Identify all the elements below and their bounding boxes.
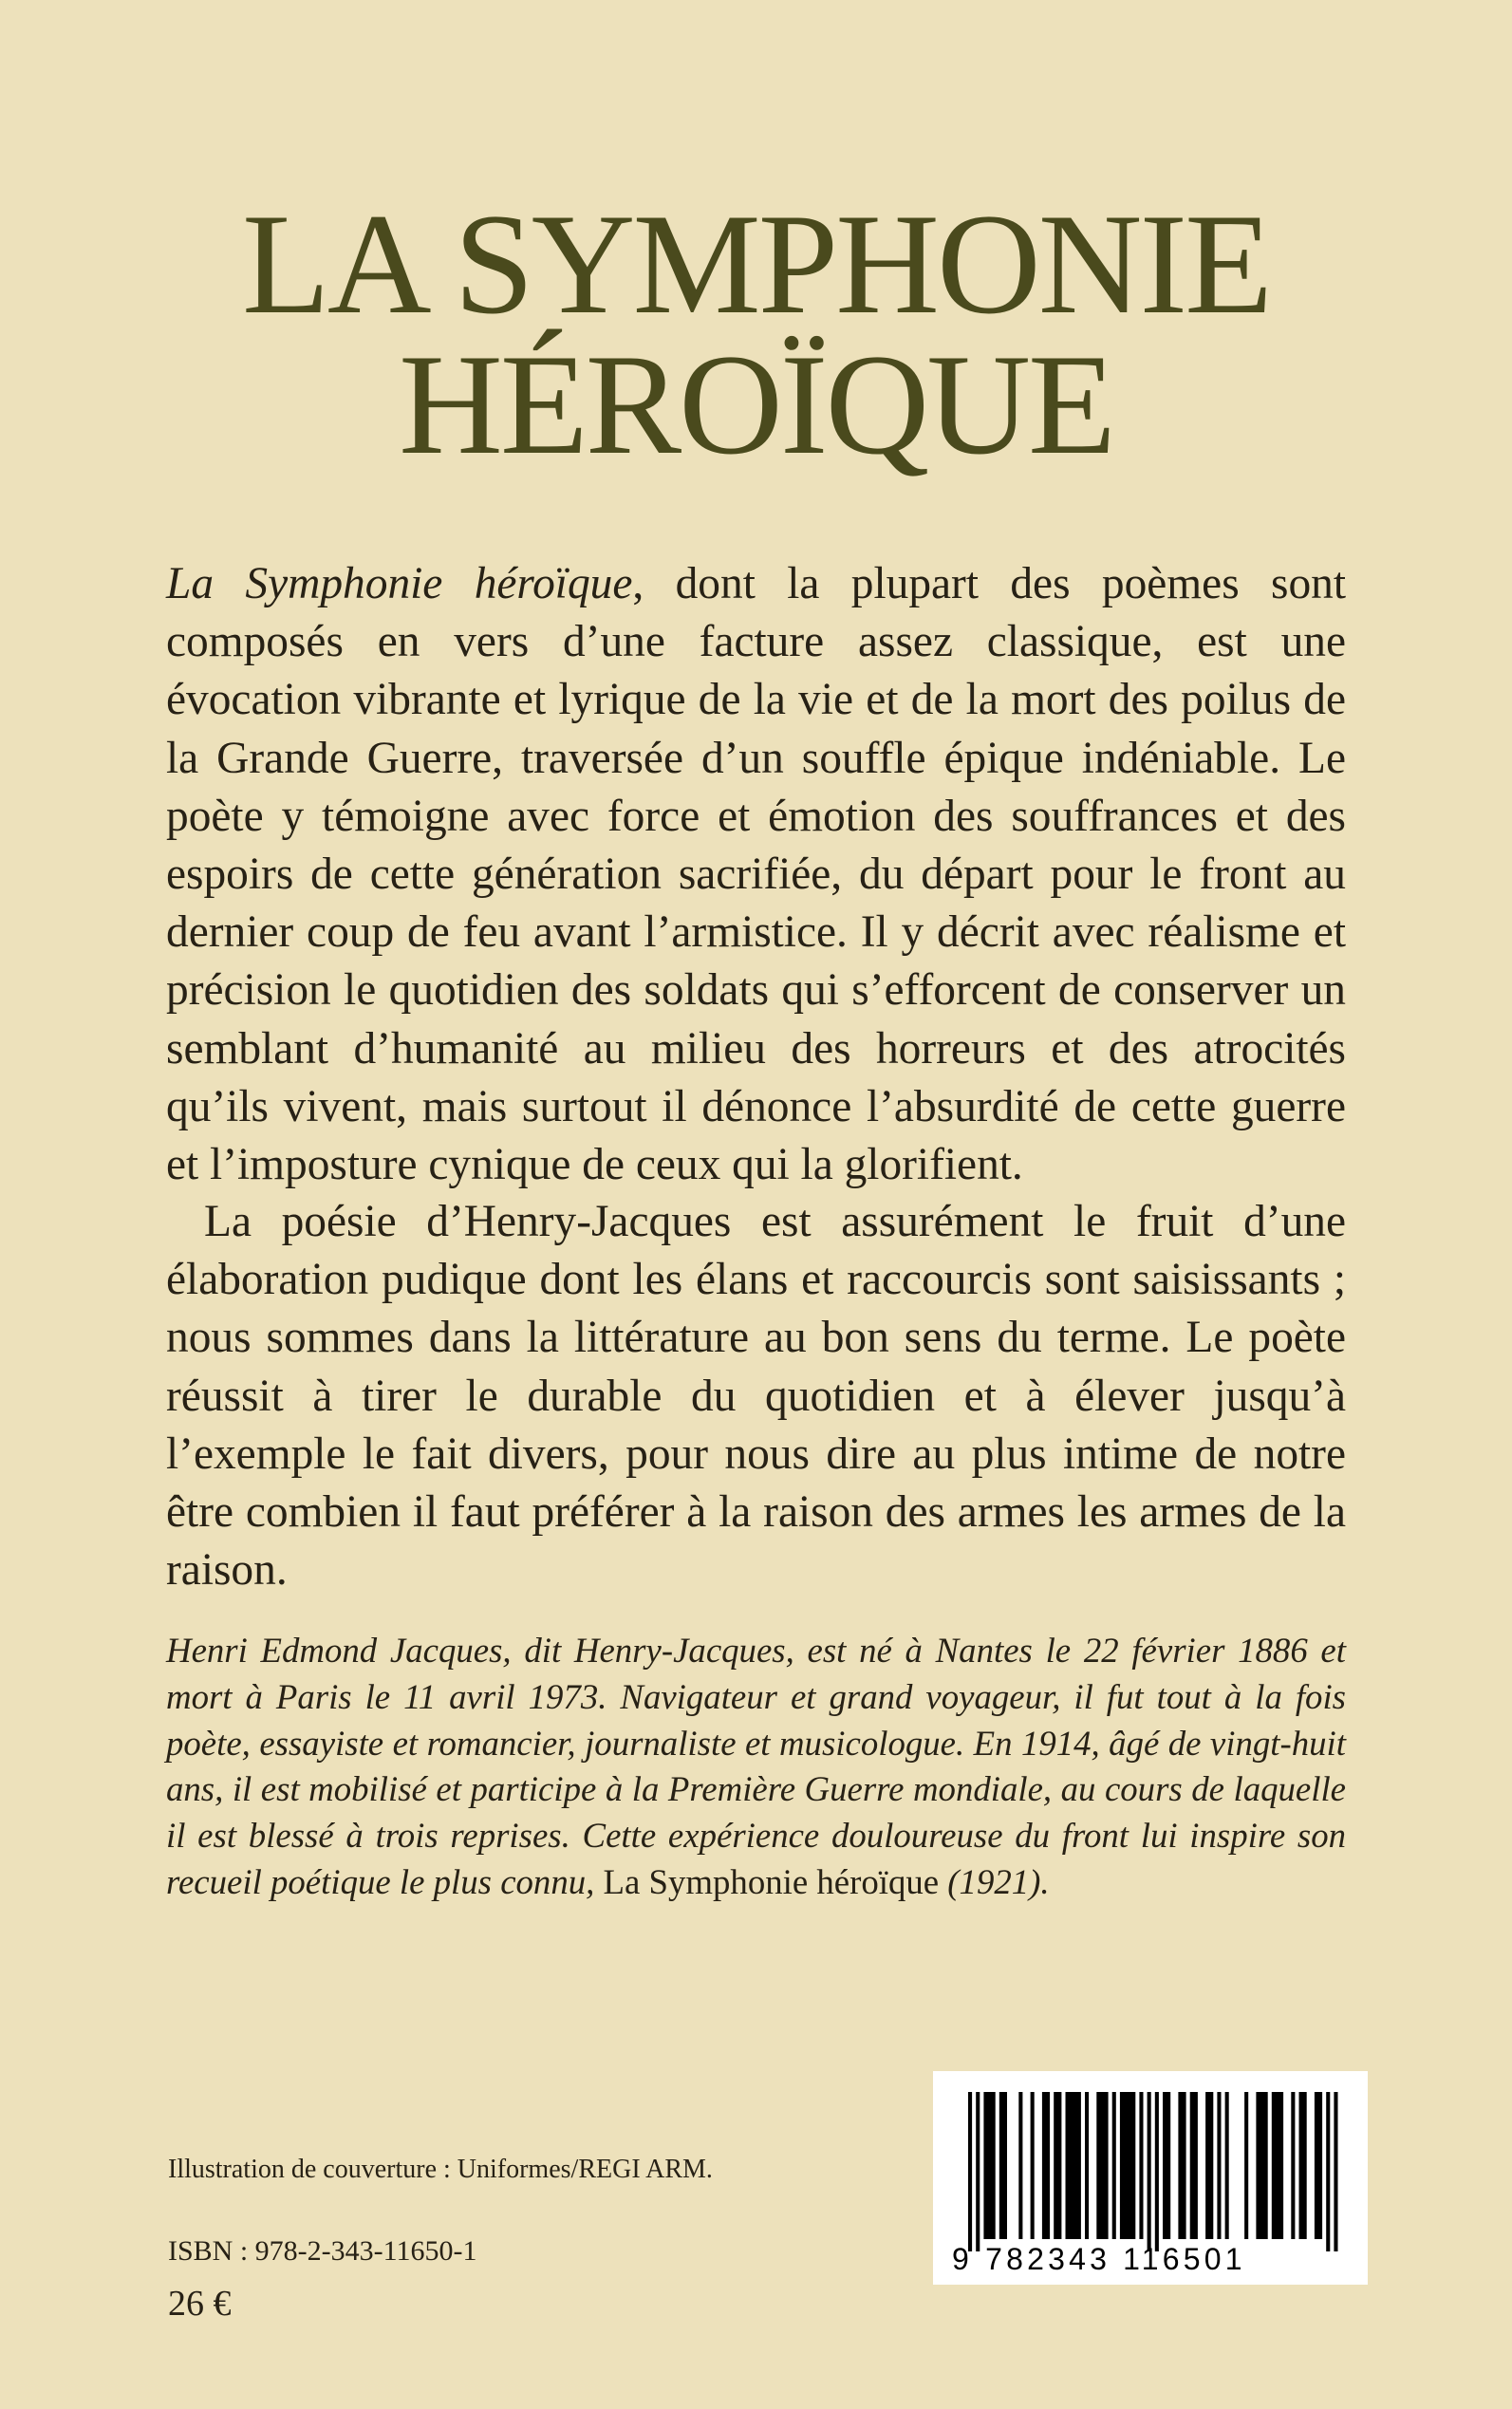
blurb-paragraph-1-text: , dont la plupart des poèmes sont composés en vers d’une facture assez classique, est une évocation vibrante et lyrique de la vie et de la mort des poilus de la Grande Guerre, traversée d’un souffle épique indéniable. Le poète y témoigne avec force et émotion des souffrances et des espoirs de cette génération sacrifiée, du départ pour le front au dernier coup de feu avant l’armistice. Il y décrit avec réalisme et précision le quotidien des soldats qui s’efforcent de conserver un semblant d’humanité au milieu des horreurs et des atrocités qu’ils vivent, mais surtout il dénonce l’absurdité de cette guerre et l’imposture cynique de ceux qui la glorifient.: [166, 559, 1346, 1190]
barcode-bar: [1112, 2092, 1116, 2239]
barcode-bar: [1205, 2092, 1213, 2239]
barcode-bar: [1326, 2092, 1330, 2251]
title-line-2: HÉROÏQUE: [399, 325, 1113, 484]
barcode-bar: [999, 2092, 1007, 2239]
barcode-bar: [1299, 2092, 1307, 2239]
barcode-bar: [1120, 2092, 1135, 2239]
barcode-bar: [968, 2092, 972, 2251]
barcode-bar: [983, 2092, 995, 2239]
bio-book-year: (1921).: [939, 1861, 1050, 1901]
barcode-bar: [1155, 2092, 1159, 2251]
barcode-bar: [1225, 2092, 1229, 2239]
bio-book-title: La Symphonie héroïque: [603, 1861, 940, 1901]
barcode-bar: [976, 2092, 980, 2251]
price: 26 €: [168, 2284, 232, 2324]
barcode: [933, 2071, 1368, 2285]
barcode-bar: [1163, 2092, 1170, 2239]
barcode-bar: [1096, 2092, 1108, 2239]
barcode-bar: [1334, 2092, 1337, 2251]
blurb-paragraph-2: La poésie d’Henry-Jacques est assurément le fruit d’une élaboration pudique dont les élans et raccourcis sont saisissants ; nous sommes dans la littérature au bon sens du terme. Le poète réussit à tirer le durable du quotidien et à élever jusqu’à l’exemple le fait divers, pour nous dire au plus intime de notre être combien il faut préférer à la raison des armes les armes de la raison.: [166, 1197, 1346, 1596]
barcode-bar: [1291, 2092, 1295, 2239]
title-line-1: LA SYMPHONIE: [242, 184, 1270, 344]
barcode-digits: 9 782343 116501: [952, 2242, 1246, 2276]
barcode-bar: [1054, 2092, 1061, 2239]
barcode-bar: [1272, 2092, 1283, 2239]
barcode-bar: [1256, 2092, 1267, 2239]
barcode-bar: [1042, 2092, 1050, 2239]
blurb-book-title: La Symphonie héroïque: [166, 559, 633, 608]
barcode-bar: [1085, 2092, 1089, 2239]
barcode-bar: [1190, 2092, 1198, 2239]
barcode-bar: [1244, 2092, 1248, 2239]
barcode-bar: [1018, 2092, 1022, 2239]
barcode-bar: [1178, 2092, 1185, 2239]
barcode-bar: [1217, 2092, 1221, 2239]
illustration-credit: Illustration de couverture : Uniformes/REGI ARM.: [168, 2155, 713, 2184]
barcode-bar: [1031, 2092, 1035, 2239]
author-biography-text: Henri Edmond Jacques, dit Henry-Jacques, est né à Nantes le 22 février 1886 et mort à Paris le 11 avril 1973. Navigateur et grand voyageur, il fut tout à la fois poète, essayiste et romancier, journaliste et musicologue. En 1914, âgé de vingt-huit ans, il est mobilisé et participe à la Première Guerre mondiale, au cours de laquelle il est blessé à trois reprises. Cette expérience douloureuse du front lui inspire son recueil poétique le plus connu,: [166, 1631, 1346, 1901]
blurb-paragraph-1: [166, 555, 1346, 1194]
barcode-bar: [1139, 2092, 1143, 2239]
barcode-bar: [1066, 2092, 1081, 2239]
barcode-bar: [1315, 2092, 1322, 2239]
author-biography: [166, 1628, 1346, 1906]
isbn: ISBN : 978-2-343-11650-1: [168, 2235, 477, 2267]
barcode-bar: [1148, 2092, 1151, 2251]
